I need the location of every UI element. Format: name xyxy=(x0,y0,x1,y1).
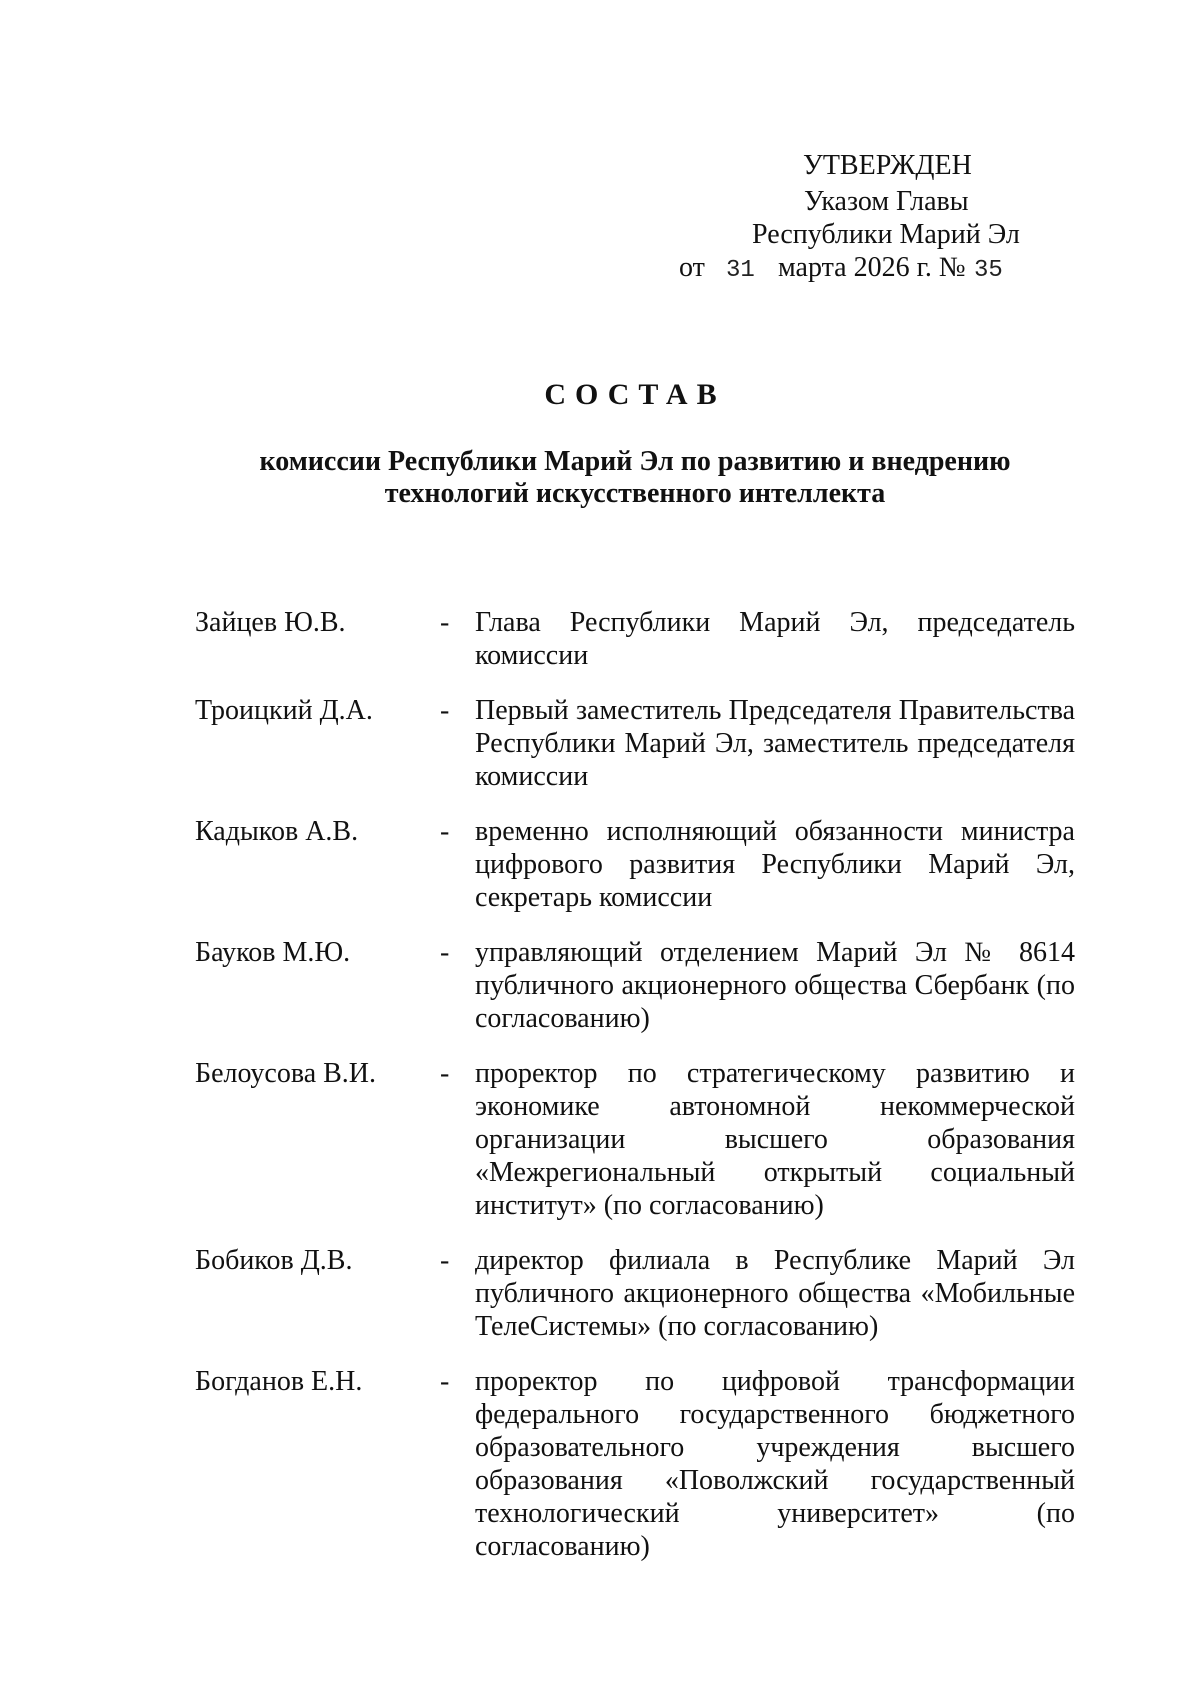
approval-day: 31 xyxy=(726,257,755,284)
subtitle-line-2: технологий искусственного интеллекта xyxy=(384,478,886,509)
document-subtitle xyxy=(240,446,1030,510)
member-entry xyxy=(195,1057,1075,1222)
member-entry xyxy=(195,1365,1075,1563)
member-dash: - xyxy=(440,607,450,638)
member-name: Богданов Е.Н. xyxy=(195,1366,363,1397)
member-role: директор филиала в Республике Марий Эл публичного акционерного общества «Мобильные ТелеСистемы» (по согласованию) xyxy=(475,1245,1075,1342)
approval-title: УТВЕРЖДЕН xyxy=(803,150,972,181)
member-dash: - xyxy=(440,1366,450,1397)
member-role: временно исполняющий обязанности министра цифрового развития Республики Марий Эл, секретарь комиссии xyxy=(475,816,1075,913)
approval-month-year: марта 2026 г. № xyxy=(778,252,966,283)
member-entry xyxy=(195,936,1075,1035)
approval-republic: Республики Марий Эл xyxy=(752,219,1020,250)
approval-number: 35 xyxy=(974,257,1003,284)
member-dash: - xyxy=(440,1245,450,1276)
member-name: Зайцев Ю.В. xyxy=(195,607,346,638)
member-name: Бауков М.Ю. xyxy=(195,937,351,968)
member-dash: - xyxy=(440,1058,450,1089)
member-entry xyxy=(195,606,1075,672)
member-dash: - xyxy=(440,695,450,726)
member-entry xyxy=(195,1244,1075,1343)
member-entry xyxy=(195,815,1075,914)
member-role: Глава Республики Марий Эл, председатель комиссии xyxy=(475,607,1075,671)
member-dash: - xyxy=(440,816,450,847)
members-list xyxy=(195,606,1075,1585)
member-name: Троицкий Д.А. xyxy=(195,695,373,726)
member-entry xyxy=(195,694,1075,793)
subtitle-line-1: комиссии Республики Марий Эл по развитию и внедрению xyxy=(259,446,1011,477)
member-role: проректор по стратегическому развитию и экономике автономной некоммерческой организации высшего образования «Межрегиональный открытый социальный институт» (по согласованию) xyxy=(475,1058,1075,1221)
approval-date-prefix: от xyxy=(679,252,705,283)
member-role: Первый заместитель Председателя Правительства Республики Марий Эл, заместитель председателя комиссии xyxy=(475,695,1075,792)
member-name: Белоусова В.И. xyxy=(195,1058,377,1089)
member-name: Кадыков А.В. xyxy=(195,816,359,847)
approval-decree: Указом Главы xyxy=(804,186,969,217)
member-dash: - xyxy=(440,937,450,968)
member-role: управляющий отделением Марий Эл № 8614 публичного акционерного общества Сбербанк (по согласованию) xyxy=(475,937,1075,1034)
member-role: проректор по цифровой трансформации федерального государственного бюджетного образовательного учреждения высшего образования «Поволжский государственный технологический университет» (по согласованию) xyxy=(475,1366,1075,1562)
member-name: Бобиков Д.В. xyxy=(195,1245,353,1276)
document-title: СОСТАВ xyxy=(544,378,726,411)
